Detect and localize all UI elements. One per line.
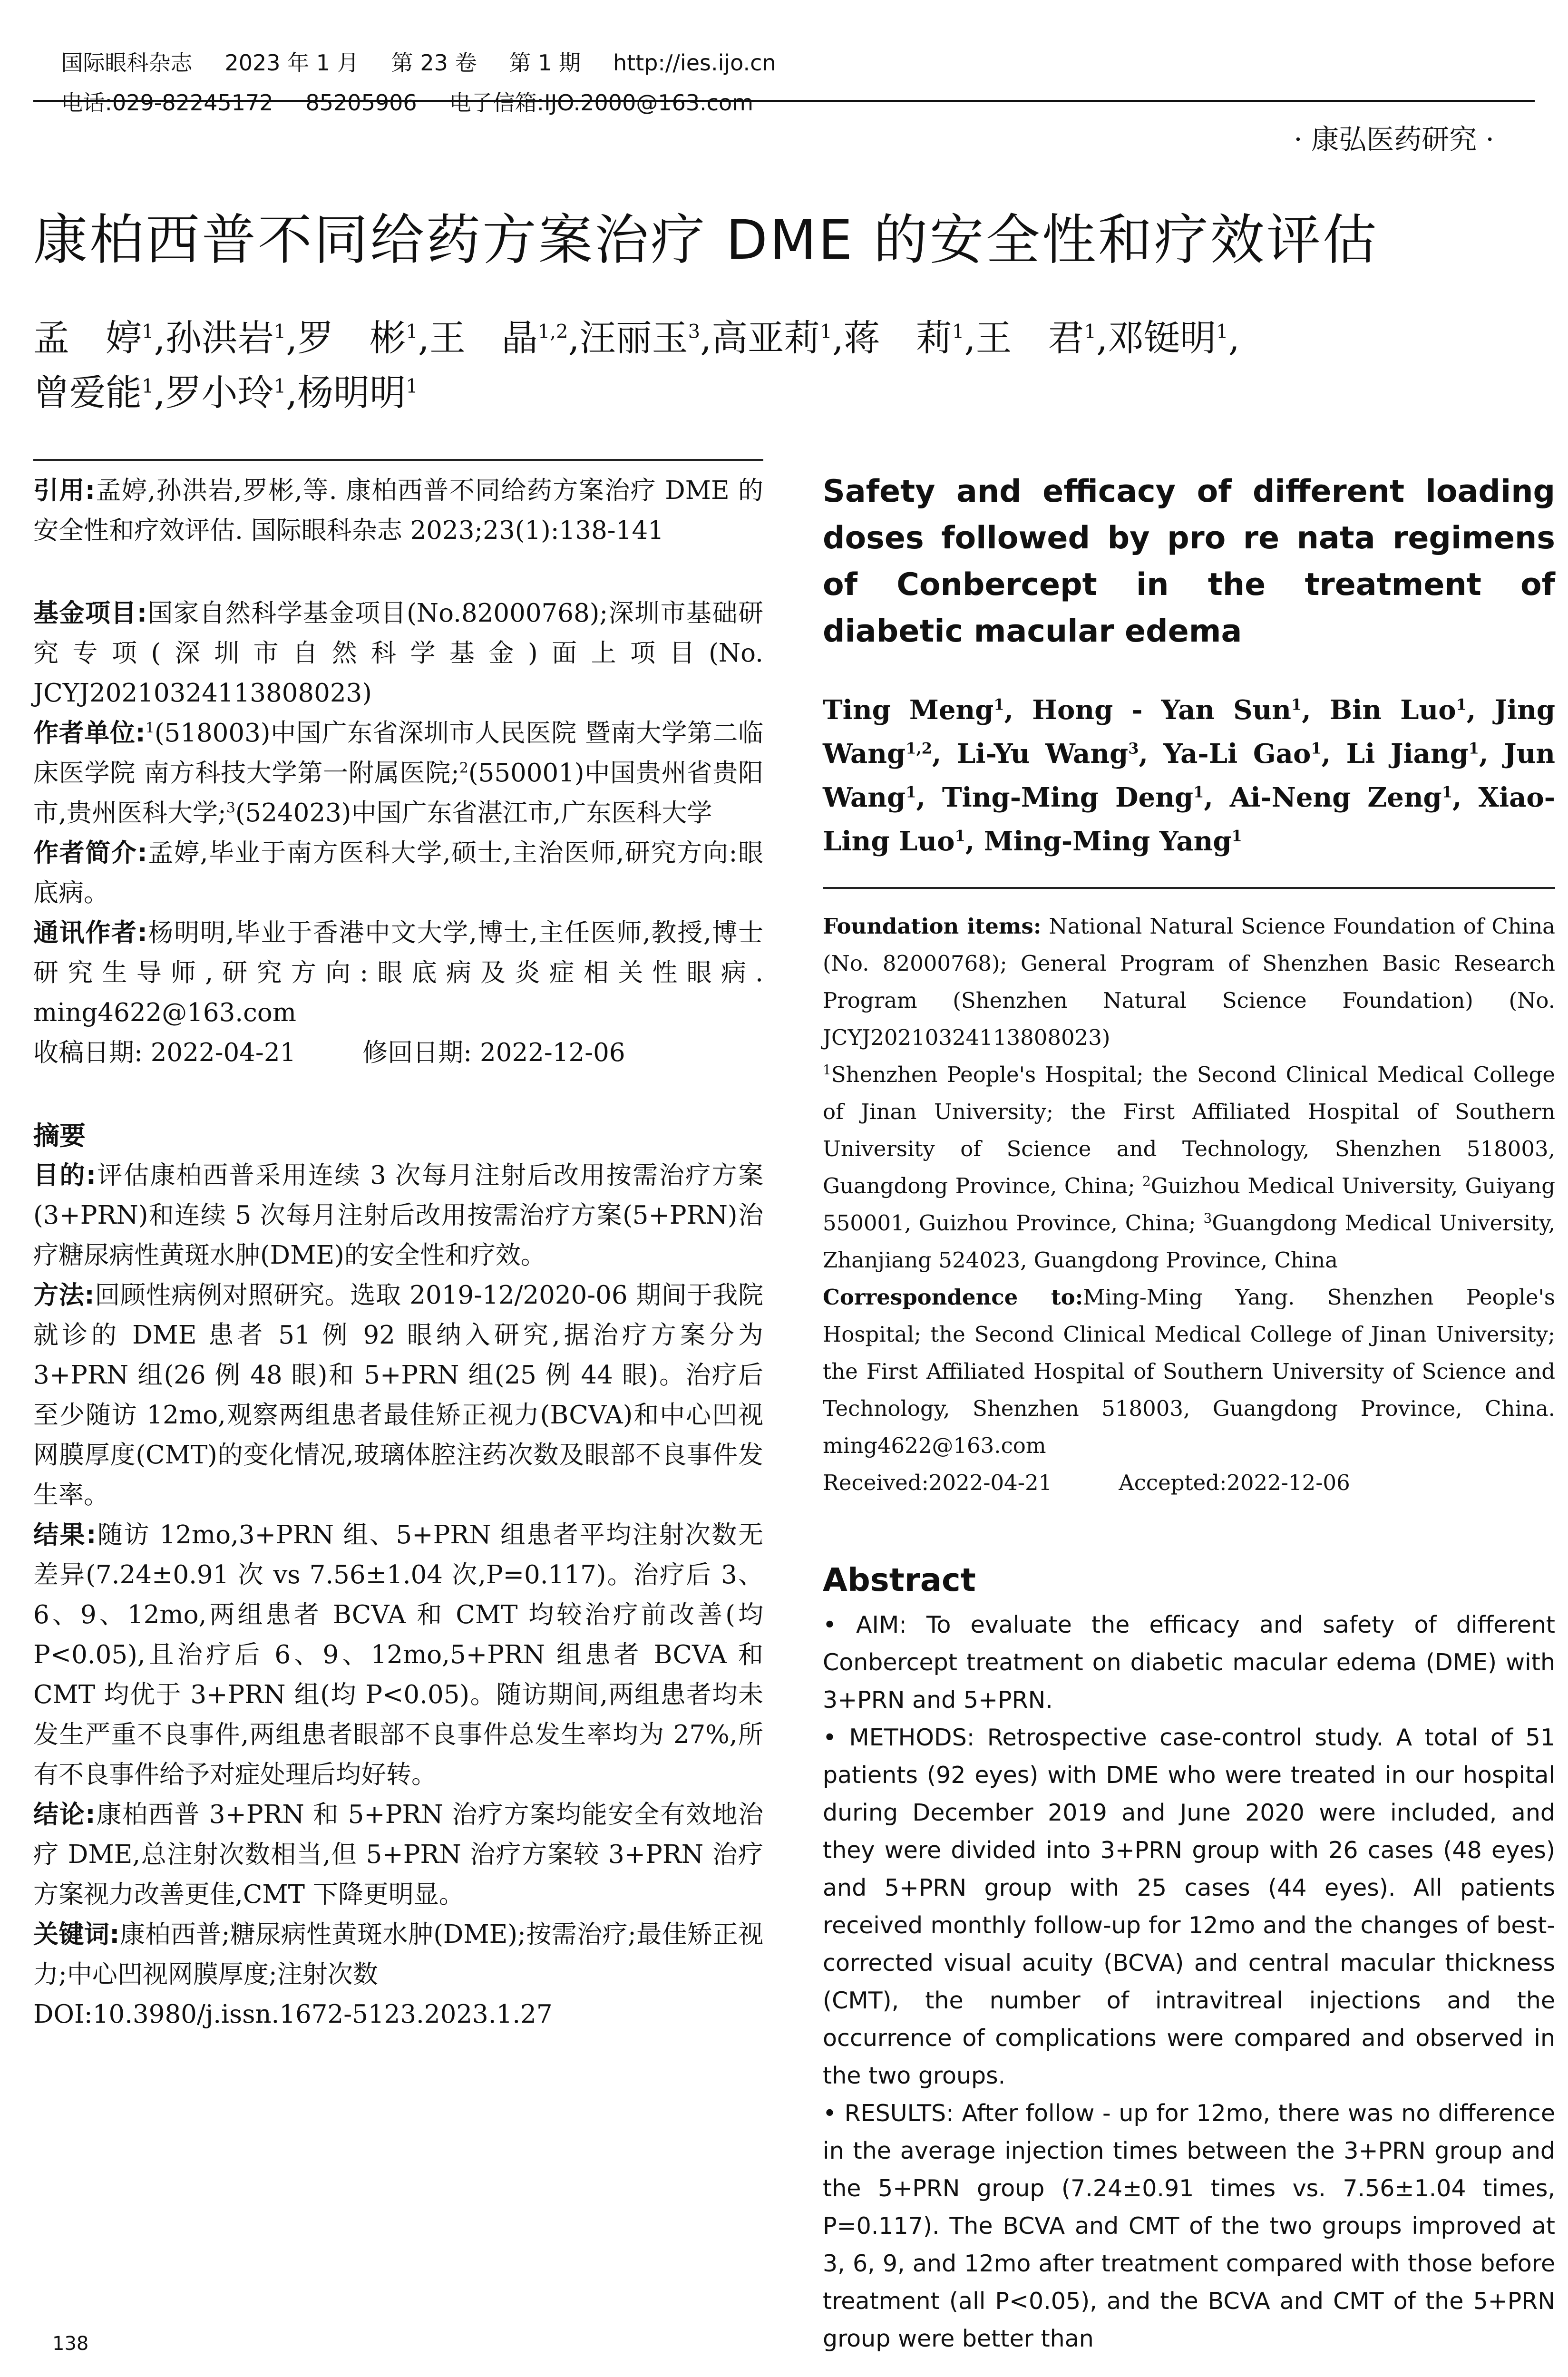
aff-sup: 1: [823, 1062, 831, 1078]
aff-text: Guangdong Medical University, Zhanjiang 524023, Guangdong Province, China: [823, 1210, 1555, 1273]
author-en: Ya-Li Gao: [1163, 738, 1311, 770]
result-label: 结果:: [33, 1520, 97, 1549]
phone: 电话:029-82245172: [61, 90, 273, 116]
citation: [33, 471, 763, 551]
author-aff: 1: [1084, 321, 1096, 343]
author-aff: 1: [952, 321, 964, 343]
author-aff: 1: [1216, 321, 1228, 343]
authors-en: Ting Meng$^1$, Hong - Yan Sun$^1$, Bin Luo$^1$, Jing Wang$^{1,2}$, Li-Yu Wang$^3$, Ya-Li Gao$^1$, Li Jiang$^1$, Jun Wang$^1$, Ting-Ming Deng$^1$, Ai-Neng Zeng$^1$, Xiao-Ling Luo$^1$, Ming-Ming Yang$^1$: [823, 694, 1556, 857]
page-number: 138: [52, 2333, 89, 2355]
author-en: Ting Meng: [823, 694, 994, 726]
corresponding-author: [33, 913, 763, 1033]
author-en-aff: 1: [1456, 695, 1467, 714]
revised-date: 修回日期: 2022-12-06: [362, 1038, 625, 1067]
journal-name: 国际眼科杂志: [61, 50, 193, 76]
accepted-date-en: Accepted:2022-12-06: [1119, 1470, 1350, 1495]
article-title-en: Safety and efficacy of different loading doses followed by pro re nata regimens of Conbercept in the treatment of diabetic macular edema: [823, 474, 1555, 649]
abstract-en-methods: [823, 1719, 1555, 2094]
author-en: Li Jiang: [1346, 738, 1469, 770]
abstract-heading-en: Abstract: [823, 1561, 976, 1598]
author-aff: 1: [142, 375, 154, 398]
foundation-items: [823, 908, 1555, 1056]
right-column-rule: [823, 887, 1555, 889]
results-en-label: • RESULTS:: [823, 2100, 954, 2127]
author-en: Hong - Yan Sun: [1032, 694, 1292, 726]
unit-label: 作者单位:: [33, 719, 146, 748]
author-bio: [33, 833, 763, 913]
citation-label: 引用:: [33, 476, 96, 505]
author: 蒋 莉: [843, 317, 952, 359]
corr-text: 杨明明,毕业于香港中文大学,博士,主任医师,教授,博士研究生导师,研究方向:眼底病及炎症相关性眼病. ming4622@163.com: [33, 918, 763, 1027]
abstract-en-aim: [823, 1606, 1555, 1719]
author-en-aff: 1,2: [906, 739, 932, 758]
journal-header-line-2: [33, 63, 786, 143]
author-en-aff: 1: [1193, 783, 1204, 801]
author-en-aff: 1: [954, 827, 965, 845]
author-aff: 1: [142, 321, 154, 343]
author-en: Ting-Ming Deng: [942, 782, 1194, 813]
header-rule: [33, 100, 1535, 102]
author-aff: 3: [688, 321, 701, 343]
author: 曾爱能: [33, 371, 142, 414]
author-en: Jun Wang: [823, 738, 1556, 813]
right-column: [823, 468, 1555, 2358]
methods-en-label: • METHODS:: [823, 1724, 975, 1751]
conclusion-label: 结论:: [33, 1800, 96, 1829]
fund-label: 基金项目:: [33, 599, 147, 628]
corr-label: 通讯作者:: [33, 918, 147, 947]
author-en: Li-Yu Wang: [956, 738, 1129, 770]
author-en: Xiao-Ling Luo: [823, 782, 1555, 857]
aff-sup: 2: [1142, 1173, 1151, 1189]
conclusion-text: 康柏西普 3+PRN 和 5+PRN 治疗方案均能安全有效地治疗 DME,总注射次数相当,但 5+PRN 治疗方案较 3+PRN 治疗方案视力改善更佳,CMT 下降更明显。: [33, 1800, 763, 1909]
affiliations-en: [823, 1056, 1555, 1279]
method-text: 回顾性病例对照研究。选取 2019-12/2020-06 期间于我院就诊的 DME 患者 51 例 92 眼纳入研究,据治疗方案分为 3+PRN 组(26 例 48 眼)和 5+PRN 组(25 例 44 眼)。治疗后至少随访 12mo,观察两组患者最佳矫正视力(BCVA)和中心凹视网膜厚度(CMT)的变化情况,玻璃体腔注药次数及眼部不良事件发生率。: [33, 1281, 763, 1510]
author-en: Bin Luo: [1329, 694, 1456, 726]
author-en-aff: 1: [1468, 739, 1480, 758]
unit-text: (550001)中国贵州省贵阳市,贵州医科大学;: [33, 759, 763, 828]
fund-text: 国家自然科学基金项目(No.82000768);深圳市基础研究专项(深圳市自然科学基金)面上项目(No. JCYJ20210324113808023): [33, 599, 763, 708]
dates: [33, 1033, 763, 1073]
result-text: 随访 12mo,3+PRN 组、5+PRN 组患者平均注射次数无差异(7.24±0.91 次 vs 7.56±1.04 次,P=0.117)。治疗后 3、6、9、12mo,两组患者 BCVA 和 CMT 均较治疗前改善(均 P<0.05),且治疗后 6、9、12mo,5+PRN 组患者 BCVA 和 CMT 均优于 3+PRN 组(均 P<0.05)。随访期间,两组患者均未发生严重不良事件,两组患者眼部不良事件总发生率均为 27%,所有不良事件给予对症处理后均好转。: [33, 1520, 763, 1789]
aim-text: 评估康柏西普采用连续 3 次每月注射后改用按需治疗方案(3+PRN)和连续 5 次每月注射后改用按需治疗方案(5+PRN)治疗糖尿病性黄斑水肿(DME)的安全性和疗效。: [33, 1161, 763, 1270]
bio-text: 孟婷,毕业于南方医科大学,硕士,主治医师,研究方向:眼底病。: [33, 838, 763, 907]
author-en: Ai-Neng Zeng: [1229, 782, 1442, 813]
received-date: 收稿日期: 2022-04-21: [33, 1038, 296, 1067]
author-en: Ming-Ming Yang: [984, 826, 1232, 857]
correspondence-label: Correspondence to:: [823, 1285, 1083, 1310]
fund: [33, 594, 763, 713]
author-en-aff: 3: [1128, 739, 1139, 758]
bio-label: 作者简介:: [33, 838, 147, 867]
author: 孟 婷: [33, 317, 142, 359]
keywords: [33, 1915, 763, 1995]
article-title-zh: 康柏西普不同给药方案治疗 DME 的安全性和疗效评估: [33, 208, 1379, 272]
author-en-aff: 1: [1291, 695, 1302, 714]
authors-zh-line-2: 曾爱能$^1$,罗小玲$^1$,杨明明$^1$: [33, 371, 418, 414]
issue-date: 2023 年 1 月: [224, 50, 359, 76]
author-en-aff: 1: [906, 783, 916, 801]
abstract-aim: [33, 1156, 763, 1276]
aff-text: Shenzhen People's Hospital; the Second Clinical Medical College of Jinan University; the First Affiliated Hospital of Southern University of Science and Technology, Shenzhen 518003, Guangdong Province, China;: [823, 1062, 1555, 1198]
issue: 第 1 期: [509, 50, 581, 76]
dates-en: [823, 1464, 1555, 1501]
unit-sup: 1: [145, 720, 155, 737]
phone-2: 85205906: [305, 90, 417, 116]
author-unit: [33, 713, 763, 833]
author-aff: 1: [273, 375, 286, 398]
author-aff: 1: [406, 375, 418, 398]
author-en-aff: 1: [993, 695, 1004, 714]
abstract-result: [33, 1515, 763, 1795]
results-en-text: After follow - up for 12mo, there was no difference in the average injection times between the 3+PRN group and the 5+PRN group (7.24±0.91 times vs. 7.56±1.04 times, P=0.117). The BCVA and CMT of the two groups improved at 3, 6, 9, and 12mo after treatment compared with those before treatment (all P<0.05), and the BCVA and CMT of the 5+PRN group were better than: [823, 2100, 1555, 2352]
author-en-aff: 1: [1441, 783, 1452, 801]
aim-en-text: To evaluate the efficacy and safety of different Conbercept treatment on diabetic macular edema (DME) with 3+PRN and 5+PRN.: [823, 1611, 1555, 1714]
foundation-text: National Natural Science Foundation of China (No. 82000768); General Program of Shenzhen Basic Research Program (Shenzhen Natural Science Foundation) (No. JCYJ20210324113808023): [823, 914, 1556, 1050]
aim-label: 目的:: [33, 1161, 97, 1190]
left-column: [33, 471, 763, 2035]
correspondence-en: [823, 1279, 1555, 1464]
author-aff: 1: [273, 321, 286, 343]
aim-en-label: • AIM:: [823, 1611, 907, 1638]
author-aff: 1: [406, 321, 418, 343]
section-tag: · 康弘医药研究 ·: [1294, 123, 1494, 156]
author-en-aff: 1: [1231, 827, 1242, 845]
author: 汪丽玉: [579, 317, 688, 359]
unit-sup: 2: [459, 760, 468, 777]
author: 王 君: [975, 317, 1084, 359]
email[interactable]: 电子信箱:IJO.2000@163.com: [449, 90, 753, 116]
method-label: 方法:: [33, 1281, 95, 1310]
author: 高亚莉: [711, 317, 820, 359]
author-en-aff: 1: [1311, 739, 1322, 758]
correspondence-text: Ming-Ming Yang. Shenzhen People's Hospital; the Second Clinical Medical College of Jinan University; the First Affiliated Hospital of Southern University of Science and Technology, Shenzhen 518003, Guangdong Province, China. ming4622@163.com: [823, 1285, 1555, 1458]
author: 王 晶: [429, 317, 538, 359]
foundation-label: Foundation items:: [823, 914, 1042, 939]
aff-text: Guizhou Medical University, Guiyang 550001, Guizhou Province, China;: [823, 1173, 1556, 1236]
author: 孙洪岩: [165, 317, 274, 359]
keywords-label: 关键词:: [33, 1920, 120, 1949]
unit-sup: 3: [226, 799, 235, 817]
volume: 第 23 卷: [391, 50, 477, 76]
methods-en-text: Retrospective case-control study. A total of 51 patients (92 eyes) with DME who were treated in our hospital during December 2019 and June 2020 were included, and they were divided into 3+PRN group with 26 cases (48 eyes) and 5+PRN group with 25 cases (44 eyes). All patients received monthly follow-up for 12mo and the changes of best-corrected visual acuity (BCVA) and central macular thickness (CMT), the number of intravitreal injections and the occurrence of complications were compared and observed in the two groups.: [823, 1724, 1556, 2089]
journal-url[interactable]: http://ies.ijo.cn: [613, 50, 776, 76]
unit-text: (518003)中国广东省深圳市人民医院 暨南大学第二临床医学院 南方科技大学第一附属医院;: [33, 719, 763, 788]
doi[interactable]: DOI:10.3980/j.issn.1672-5123.2023.1.27: [33, 2000, 553, 2029]
received-date-en: Received:2022-04-21: [823, 1470, 1052, 1495]
abstract-conclusion: [33, 1795, 763, 1915]
authors-zh-line-1: 孟 婷$^1$,孙洪岩$^1$,罗 彬$^1$,王 晶$^{1,2}$,汪丽玉$^3$,高亚莉$^1$,蒋 莉$^1$,王 君$^1$,邓铤明$^1$,: [33, 317, 1240, 359]
unit-text: (524023)中国广东省湛江市,广东医科大学: [235, 799, 712, 828]
keywords-text: 康柏西普;糖尿病性黄斑水肿(DME);按需治疗;最佳矫正视力;中心凹视网膜厚度;注射次数: [33, 1920, 763, 1989]
abstract-heading-zh: 摘要: [33, 1120, 86, 1151]
abstract-method: [33, 1276, 763, 1515]
aff-sup: 3: [1203, 1210, 1212, 1226]
citation-text: 孟婷,孙洪岩,罗彬,等. 康柏西普不同给药方案治疗 DME 的安全性和疗效评估. 国际眼科杂志 2023;23(1):138-141: [33, 476, 763, 545]
author: 邓铤明: [1108, 317, 1217, 359]
left-column-rule: [33, 459, 763, 461]
author: 罗小玲: [165, 371, 274, 414]
abstract-en-results: [823, 2094, 1555, 2358]
author-aff: 1: [820, 321, 832, 343]
author-aff: 1,2: [537, 321, 568, 343]
author: 杨明明: [297, 371, 406, 414]
author: 罗 彬: [297, 317, 406, 359]
author-en: Jing Wang: [823, 694, 1555, 770]
